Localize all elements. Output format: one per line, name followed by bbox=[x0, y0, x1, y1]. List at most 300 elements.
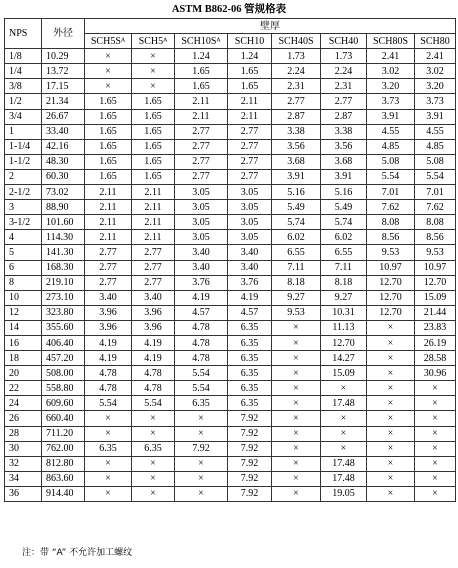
cell-wall-thickness: 10.31 bbox=[321, 305, 367, 320]
cell-nps: 1/8 bbox=[5, 49, 42, 64]
cell-outer-diameter: 101.60 bbox=[42, 215, 85, 230]
cell-wall-thickness: 23.83 bbox=[415, 320, 456, 335]
cell-wall-thickness: 2.11 bbox=[132, 200, 175, 215]
cell-wall-thickness: 3.91 bbox=[367, 109, 415, 124]
cell-outer-diameter: 42.16 bbox=[42, 139, 85, 154]
cell-wall-thickness: × bbox=[175, 411, 228, 426]
cell-wall-thickness: 15.09 bbox=[415, 290, 456, 305]
cell-wall-thickness: 2.77 bbox=[85, 275, 132, 290]
cell-wall-thickness: × bbox=[272, 486, 321, 501]
cell-outer-diameter: 33.40 bbox=[42, 124, 85, 139]
table-row bbox=[5, 275, 456, 290]
table-row bbox=[5, 260, 456, 275]
cell-wall-thickness: 6.35 bbox=[228, 381, 272, 396]
cell-wall-thickness: 3.56 bbox=[321, 139, 367, 154]
table-row bbox=[5, 456, 456, 471]
cell-wall-thickness: 2.77 bbox=[132, 245, 175, 260]
cell-wall-thickness: 2.77 bbox=[228, 139, 272, 154]
cell-wall-thickness: 4.55 bbox=[367, 124, 415, 139]
cell-wall-thickness: 30.96 bbox=[415, 366, 456, 381]
cell-wall-thickness: 1.65 bbox=[85, 109, 132, 124]
cell-wall-thickness: 12.70 bbox=[367, 290, 415, 305]
table-row bbox=[5, 351, 456, 366]
cell-wall-thickness: 5.08 bbox=[367, 154, 415, 169]
cell-wall-thickness: 5.16 bbox=[321, 185, 367, 200]
table-row bbox=[5, 320, 456, 335]
header-sch40s: SCH40S bbox=[272, 34, 321, 49]
table-row bbox=[5, 169, 456, 184]
cell-wall-thickness: 3.68 bbox=[272, 154, 321, 169]
cell-wall-thickness: 8.18 bbox=[321, 275, 367, 290]
cell-wall-thickness: 7.11 bbox=[321, 260, 367, 275]
cell-wall-thickness: 7.01 bbox=[415, 185, 456, 200]
cell-wall-thickness: 3.38 bbox=[272, 124, 321, 139]
cell-wall-thickness: 15.09 bbox=[321, 366, 367, 381]
cell-wall-thickness: 3.40 bbox=[175, 245, 228, 260]
cell-wall-thickness: 5.54 bbox=[175, 366, 228, 381]
cell-wall-thickness: 3.96 bbox=[132, 305, 175, 320]
cell-wall-thickness: 4.78 bbox=[175, 351, 228, 366]
cell-wall-thickness: 1.65 bbox=[228, 64, 272, 79]
cell-wall-thickness: × bbox=[367, 456, 415, 471]
cell-wall-thickness: 1.65 bbox=[132, 139, 175, 154]
cell-wall-thickness: 3.76 bbox=[175, 275, 228, 290]
cell-wall-thickness: × bbox=[415, 456, 456, 471]
cell-wall-thickness: 1.65 bbox=[175, 64, 228, 79]
cell-wall-thickness: 2.77 bbox=[228, 154, 272, 169]
table-row bbox=[5, 471, 456, 486]
cell-nps: 22 bbox=[5, 381, 42, 396]
cell-nps: 28 bbox=[5, 426, 42, 441]
cell-wall-thickness: 2.87 bbox=[272, 109, 321, 124]
cell-nps: 3/4 bbox=[5, 109, 42, 124]
cell-wall-thickness: 2.41 bbox=[415, 49, 456, 64]
cell-wall-thickness: × bbox=[85, 64, 132, 79]
cell-wall-thickness: 6.35 bbox=[228, 351, 272, 366]
cell-nps: 16 bbox=[5, 335, 42, 350]
cell-wall-thickness: 2.31 bbox=[321, 79, 367, 94]
table-row bbox=[5, 109, 456, 124]
table-row bbox=[5, 396, 456, 411]
header-wall-thickness: 壁厚 bbox=[85, 19, 456, 34]
cell-wall-thickness: 7.92 bbox=[228, 411, 272, 426]
table-row bbox=[5, 441, 456, 456]
table-row bbox=[5, 154, 456, 169]
cell-wall-thickness: 2.11 bbox=[85, 185, 132, 200]
cell-outer-diameter: 762.00 bbox=[42, 441, 85, 456]
cell-outer-diameter: 406.40 bbox=[42, 335, 85, 350]
cell-wall-thickness: × bbox=[321, 426, 367, 441]
cell-wall-thickness: × bbox=[85, 411, 132, 426]
cell-nps: 2-1/2 bbox=[5, 185, 42, 200]
cell-wall-thickness: 2.77 bbox=[175, 124, 228, 139]
header-sch80: SCH80 bbox=[415, 34, 456, 49]
cell-wall-thickness: 7.92 bbox=[228, 426, 272, 441]
cell-wall-thickness: 6.02 bbox=[272, 230, 321, 245]
cell-nps: 4 bbox=[5, 230, 42, 245]
cell-wall-thickness: × bbox=[175, 456, 228, 471]
cell-wall-thickness: × bbox=[415, 381, 456, 396]
header-sch5: SCH5ᴬ bbox=[132, 34, 175, 49]
cell-wall-thickness: 1.65 bbox=[85, 139, 132, 154]
header-sch5s: SCH5Sᴬ bbox=[85, 34, 132, 49]
cell-wall-thickness: × bbox=[367, 366, 415, 381]
cell-outer-diameter: 168.30 bbox=[42, 260, 85, 275]
cell-wall-thickness: × bbox=[367, 486, 415, 501]
cell-wall-thickness: 1.65 bbox=[85, 169, 132, 184]
cell-wall-thickness: 5.74 bbox=[272, 215, 321, 230]
cell-wall-thickness: 3.91 bbox=[415, 109, 456, 124]
cell-wall-thickness: 4.57 bbox=[228, 305, 272, 320]
cell-wall-thickness: 12.70 bbox=[367, 275, 415, 290]
cell-nps: 2 bbox=[5, 169, 42, 184]
cell-nps: 5 bbox=[5, 245, 42, 260]
cell-wall-thickness: 10.97 bbox=[415, 260, 456, 275]
cell-wall-thickness: 3.05 bbox=[228, 215, 272, 230]
cell-wall-thickness: × bbox=[272, 320, 321, 335]
cell-wall-thickness: 14.27 bbox=[321, 351, 367, 366]
cell-wall-thickness: 6.35 bbox=[228, 320, 272, 335]
cell-wall-thickness: 3.96 bbox=[85, 320, 132, 335]
cell-wall-thickness: 3.91 bbox=[321, 169, 367, 184]
cell-wall-thickness: 5.54 bbox=[415, 169, 456, 184]
cell-wall-thickness: × bbox=[85, 426, 132, 441]
pipe-spec-table bbox=[4, 18, 456, 502]
cell-nps: 12 bbox=[5, 305, 42, 320]
cell-wall-thickness: 3.05 bbox=[175, 200, 228, 215]
cell-wall-thickness: 5.08 bbox=[415, 154, 456, 169]
cell-wall-thickness: × bbox=[132, 471, 175, 486]
table-row bbox=[5, 230, 456, 245]
cell-wall-thickness: 2.77 bbox=[321, 94, 367, 109]
cell-wall-thickness: 2.87 bbox=[321, 109, 367, 124]
cell-wall-thickness: 3.05 bbox=[175, 185, 228, 200]
cell-wall-thickness: 8.56 bbox=[367, 230, 415, 245]
cell-wall-thickness: 4.78 bbox=[132, 381, 175, 396]
cell-wall-thickness: 4.85 bbox=[367, 139, 415, 154]
cell-wall-thickness: × bbox=[132, 456, 175, 471]
cell-wall-thickness: 4.19 bbox=[228, 290, 272, 305]
header-sch10: SCH10 bbox=[228, 34, 272, 49]
table-row bbox=[5, 366, 456, 381]
cell-wall-thickness: 1.65 bbox=[132, 124, 175, 139]
cell-wall-thickness: × bbox=[367, 351, 415, 366]
cell-wall-thickness: 5.74 bbox=[321, 215, 367, 230]
cell-wall-thickness: × bbox=[415, 471, 456, 486]
cell-outer-diameter: 114.30 bbox=[42, 230, 85, 245]
cell-wall-thickness: 1.65 bbox=[132, 94, 175, 109]
cell-wall-thickness: 17.48 bbox=[321, 396, 367, 411]
cell-wall-thickness: 3.56 bbox=[272, 139, 321, 154]
table-row bbox=[5, 64, 456, 79]
cell-wall-thickness: 9.53 bbox=[272, 305, 321, 320]
table-body bbox=[5, 49, 456, 502]
cell-wall-thickness: 28.58 bbox=[415, 351, 456, 366]
cell-wall-thickness: 2.11 bbox=[85, 200, 132, 215]
cell-wall-thickness: 2.11 bbox=[132, 185, 175, 200]
cell-wall-thickness: 8.08 bbox=[367, 215, 415, 230]
cell-wall-thickness: 4.19 bbox=[132, 335, 175, 350]
cell-wall-thickness: 2.77 bbox=[228, 169, 272, 184]
table-row bbox=[5, 139, 456, 154]
cell-outer-diameter: 10.29 bbox=[42, 49, 85, 64]
cell-wall-thickness: 3.02 bbox=[367, 64, 415, 79]
cell-nps: 32 bbox=[5, 456, 42, 471]
cell-wall-thickness: 1.73 bbox=[272, 49, 321, 64]
cell-outer-diameter: 26.67 bbox=[42, 109, 85, 124]
cell-wall-thickness: × bbox=[132, 49, 175, 64]
cell-wall-thickness: × bbox=[272, 426, 321, 441]
cell-wall-thickness: 3.05 bbox=[228, 185, 272, 200]
table-row bbox=[5, 94, 456, 109]
cell-wall-thickness: 11.13 bbox=[321, 320, 367, 335]
cell-wall-thickness: 3.96 bbox=[85, 305, 132, 320]
cell-wall-thickness: 6.02 bbox=[321, 230, 367, 245]
cell-wall-thickness: 4.85 bbox=[415, 139, 456, 154]
cell-wall-thickness: × bbox=[321, 381, 367, 396]
cell-wall-thickness: 3.02 bbox=[415, 64, 456, 79]
cell-outer-diameter: 17.15 bbox=[42, 79, 85, 94]
cell-wall-thickness: × bbox=[132, 64, 175, 79]
header-nps: NPS bbox=[5, 19, 42, 49]
cell-outer-diameter: 13.72 bbox=[42, 64, 85, 79]
table-row bbox=[5, 49, 456, 64]
cell-wall-thickness: 2.77 bbox=[85, 245, 132, 260]
cell-wall-thickness: × bbox=[415, 486, 456, 501]
cell-wall-thickness: × bbox=[415, 396, 456, 411]
cell-wall-thickness: 1.65 bbox=[132, 169, 175, 184]
cell-wall-thickness: × bbox=[132, 79, 175, 94]
cell-wall-thickness: 4.57 bbox=[175, 305, 228, 320]
cell-wall-thickness: × bbox=[175, 471, 228, 486]
cell-nps: 1/2 bbox=[5, 94, 42, 109]
cell-outer-diameter: 60.30 bbox=[42, 169, 85, 184]
cell-nps: 20 bbox=[5, 366, 42, 381]
cell-wall-thickness: × bbox=[175, 426, 228, 441]
cell-wall-thickness: 4.19 bbox=[132, 351, 175, 366]
cell-wall-thickness: 9.27 bbox=[272, 290, 321, 305]
cell-wall-thickness: 2.24 bbox=[272, 64, 321, 79]
cell-wall-thickness: 3.05 bbox=[175, 230, 228, 245]
cell-wall-thickness: 6.35 bbox=[228, 396, 272, 411]
cell-nps: 18 bbox=[5, 351, 42, 366]
cell-wall-thickness: × bbox=[132, 486, 175, 501]
cell-wall-thickness: 2.11 bbox=[132, 215, 175, 230]
cell-outer-diameter: 73.02 bbox=[42, 185, 85, 200]
cell-wall-thickness: 19.05 bbox=[321, 486, 367, 501]
cell-wall-thickness: × bbox=[272, 471, 321, 486]
cell-wall-thickness: 9.27 bbox=[321, 290, 367, 305]
cell-wall-thickness: × bbox=[272, 335, 321, 350]
cell-nps: 26 bbox=[5, 411, 42, 426]
cell-wall-thickness: 6.35 bbox=[85, 441, 132, 456]
cell-wall-thickness: 8.08 bbox=[415, 215, 456, 230]
cell-wall-thickness: 2.11 bbox=[228, 109, 272, 124]
cell-wall-thickness: × bbox=[132, 411, 175, 426]
cell-wall-thickness: 2.77 bbox=[272, 94, 321, 109]
cell-wall-thickness: 2.77 bbox=[228, 124, 272, 139]
cell-wall-thickness: 7.92 bbox=[175, 441, 228, 456]
cell-nps: 30 bbox=[5, 441, 42, 456]
cell-wall-thickness: 3.40 bbox=[228, 260, 272, 275]
cell-wall-thickness: × bbox=[415, 426, 456, 441]
header-sch10s: SCH10Sᴬ bbox=[175, 34, 228, 49]
cell-wall-thickness: 7.92 bbox=[228, 471, 272, 486]
cell-nps: 1-1/4 bbox=[5, 139, 42, 154]
cell-wall-thickness: 4.78 bbox=[175, 320, 228, 335]
cell-nps: 1 bbox=[5, 124, 42, 139]
cell-outer-diameter: 863.60 bbox=[42, 471, 85, 486]
cell-nps: 3 bbox=[5, 200, 42, 215]
cell-wall-thickness: 2.11 bbox=[132, 230, 175, 245]
cell-wall-thickness: 2.24 bbox=[321, 64, 367, 79]
cell-wall-thickness: 3.73 bbox=[415, 94, 456, 109]
cell-wall-thickness: 5.49 bbox=[272, 200, 321, 215]
cell-wall-thickness: 2.77 bbox=[175, 154, 228, 169]
table-row bbox=[5, 290, 456, 305]
table-row bbox=[5, 215, 456, 230]
table-row bbox=[5, 305, 456, 320]
page-title: ASTM B862-06 管规格表 bbox=[171, 4, 287, 15]
cell-wall-thickness: × bbox=[321, 411, 367, 426]
cell-wall-thickness: 1.65 bbox=[132, 109, 175, 124]
cell-wall-thickness: 26.19 bbox=[415, 335, 456, 350]
cell-outer-diameter: 711.20 bbox=[42, 426, 85, 441]
cell-outer-diameter: 21.34 bbox=[42, 94, 85, 109]
cell-outer-diameter: 914.40 bbox=[42, 486, 85, 501]
cell-wall-thickness: 3.68 bbox=[321, 154, 367, 169]
cell-wall-thickness: 6.35 bbox=[175, 396, 228, 411]
cell-nps: 24 bbox=[5, 396, 42, 411]
cell-wall-thickness: × bbox=[85, 486, 132, 501]
cell-wall-thickness: 2.11 bbox=[175, 109, 228, 124]
cell-wall-thickness: 1.24 bbox=[228, 49, 272, 64]
cell-wall-thickness: × bbox=[132, 426, 175, 441]
cell-wall-thickness: 5.54 bbox=[175, 381, 228, 396]
cell-wall-thickness: × bbox=[85, 471, 132, 486]
cell-wall-thickness: × bbox=[367, 441, 415, 456]
cell-wall-thickness: 9.53 bbox=[367, 245, 415, 260]
cell-outer-diameter: 355.60 bbox=[42, 320, 85, 335]
cell-wall-thickness: 8.56 bbox=[415, 230, 456, 245]
cell-wall-thickness: 2.11 bbox=[85, 215, 132, 230]
cell-wall-thickness: × bbox=[367, 396, 415, 411]
cell-wall-thickness: 1.24 bbox=[175, 49, 228, 64]
cell-outer-diameter: 141.30 bbox=[42, 245, 85, 260]
cell-wall-thickness: × bbox=[367, 381, 415, 396]
cell-nps: 1/4 bbox=[5, 64, 42, 79]
table-row bbox=[5, 426, 456, 441]
cell-wall-thickness: × bbox=[367, 471, 415, 486]
cell-wall-thickness: 1.73 bbox=[321, 49, 367, 64]
cell-nps: 6 bbox=[5, 260, 42, 275]
cell-outer-diameter: 457.20 bbox=[42, 351, 85, 366]
cell-nps: 3-1/2 bbox=[5, 215, 42, 230]
cell-wall-thickness: 3.40 bbox=[85, 290, 132, 305]
cell-outer-diameter: 48.30 bbox=[42, 154, 85, 169]
cell-wall-thickness: 2.77 bbox=[85, 260, 132, 275]
cell-wall-thickness: 7.92 bbox=[228, 486, 272, 501]
cell-outer-diameter: 273.10 bbox=[42, 290, 85, 305]
cell-wall-thickness: 4.19 bbox=[175, 290, 228, 305]
cell-wall-thickness: 3.20 bbox=[367, 79, 415, 94]
cell-wall-thickness: × bbox=[272, 456, 321, 471]
cell-wall-thickness: × bbox=[321, 441, 367, 456]
cell-wall-thickness: × bbox=[367, 335, 415, 350]
cell-nps: 8 bbox=[5, 275, 42, 290]
cell-wall-thickness: 2.11 bbox=[85, 230, 132, 245]
table-row bbox=[5, 200, 456, 215]
cell-wall-thickness: 4.55 bbox=[415, 124, 456, 139]
cell-wall-thickness: 1.65 bbox=[132, 154, 175, 169]
table-row bbox=[5, 335, 456, 350]
cell-wall-thickness: 5.54 bbox=[367, 169, 415, 184]
cell-wall-thickness: × bbox=[272, 366, 321, 381]
cell-wall-thickness: 2.11 bbox=[228, 94, 272, 109]
cell-wall-thickness: × bbox=[175, 486, 228, 501]
cell-wall-thickness: 6.35 bbox=[228, 335, 272, 350]
cell-wall-thickness: × bbox=[272, 411, 321, 426]
cell-wall-thickness: 5.54 bbox=[85, 396, 132, 411]
cell-wall-thickness: 12.70 bbox=[415, 275, 456, 290]
table-row bbox=[5, 486, 456, 501]
cell-wall-thickness: × bbox=[272, 351, 321, 366]
table-row bbox=[5, 245, 456, 260]
cell-wall-thickness: 4.19 bbox=[85, 335, 132, 350]
cell-wall-thickness: 6.35 bbox=[132, 441, 175, 456]
cell-wall-thickness: 1.65 bbox=[85, 124, 132, 139]
cell-nps: 3/8 bbox=[5, 79, 42, 94]
cell-wall-thickness: 4.78 bbox=[85, 366, 132, 381]
cell-wall-thickness: 2.31 bbox=[272, 79, 321, 94]
cell-wall-thickness: 5.16 bbox=[272, 185, 321, 200]
cell-wall-thickness: 3.05 bbox=[228, 230, 272, 245]
cell-wall-thickness: × bbox=[85, 456, 132, 471]
cell-wall-thickness: × bbox=[367, 320, 415, 335]
header-sch80s: SCH80S bbox=[367, 34, 415, 49]
cell-wall-thickness: 3.96 bbox=[132, 320, 175, 335]
table-row bbox=[5, 411, 456, 426]
cell-wall-thickness: 1.65 bbox=[85, 154, 132, 169]
cell-wall-thickness: 3.40 bbox=[175, 260, 228, 275]
cell-wall-thickness: 5.49 bbox=[321, 200, 367, 215]
cell-wall-thickness: × bbox=[367, 411, 415, 426]
cell-wall-thickness: 6.55 bbox=[272, 245, 321, 260]
cell-nps: 36 bbox=[5, 486, 42, 501]
table-row bbox=[5, 79, 456, 94]
cell-wall-thickness: 7.11 bbox=[272, 260, 321, 275]
cell-nps: 1-1/2 bbox=[5, 154, 42, 169]
cell-wall-thickness: 12.70 bbox=[367, 305, 415, 320]
cell-wall-thickness: 5.54 bbox=[132, 396, 175, 411]
cell-wall-thickness: 3.76 bbox=[228, 275, 272, 290]
cell-wall-thickness: 3.40 bbox=[132, 290, 175, 305]
header-sch40: SCH40 bbox=[321, 34, 367, 49]
cell-wall-thickness: × bbox=[85, 79, 132, 94]
cell-wall-thickness: 2.41 bbox=[367, 49, 415, 64]
cell-nps: 10 bbox=[5, 290, 42, 305]
cell-wall-thickness: 3.38 bbox=[321, 124, 367, 139]
cell-wall-thickness: 4.78 bbox=[85, 381, 132, 396]
table-row bbox=[5, 185, 456, 200]
cell-wall-thickness: 6.55 bbox=[321, 245, 367, 260]
cell-wall-thickness: 3.05 bbox=[228, 200, 272, 215]
cell-wall-thickness: 7.62 bbox=[367, 200, 415, 215]
cell-wall-thickness: 2.77 bbox=[175, 139, 228, 154]
cell-wall-thickness: 3.91 bbox=[272, 169, 321, 184]
cell-wall-thickness: 4.78 bbox=[132, 366, 175, 381]
cell-wall-thickness: 4.78 bbox=[175, 335, 228, 350]
